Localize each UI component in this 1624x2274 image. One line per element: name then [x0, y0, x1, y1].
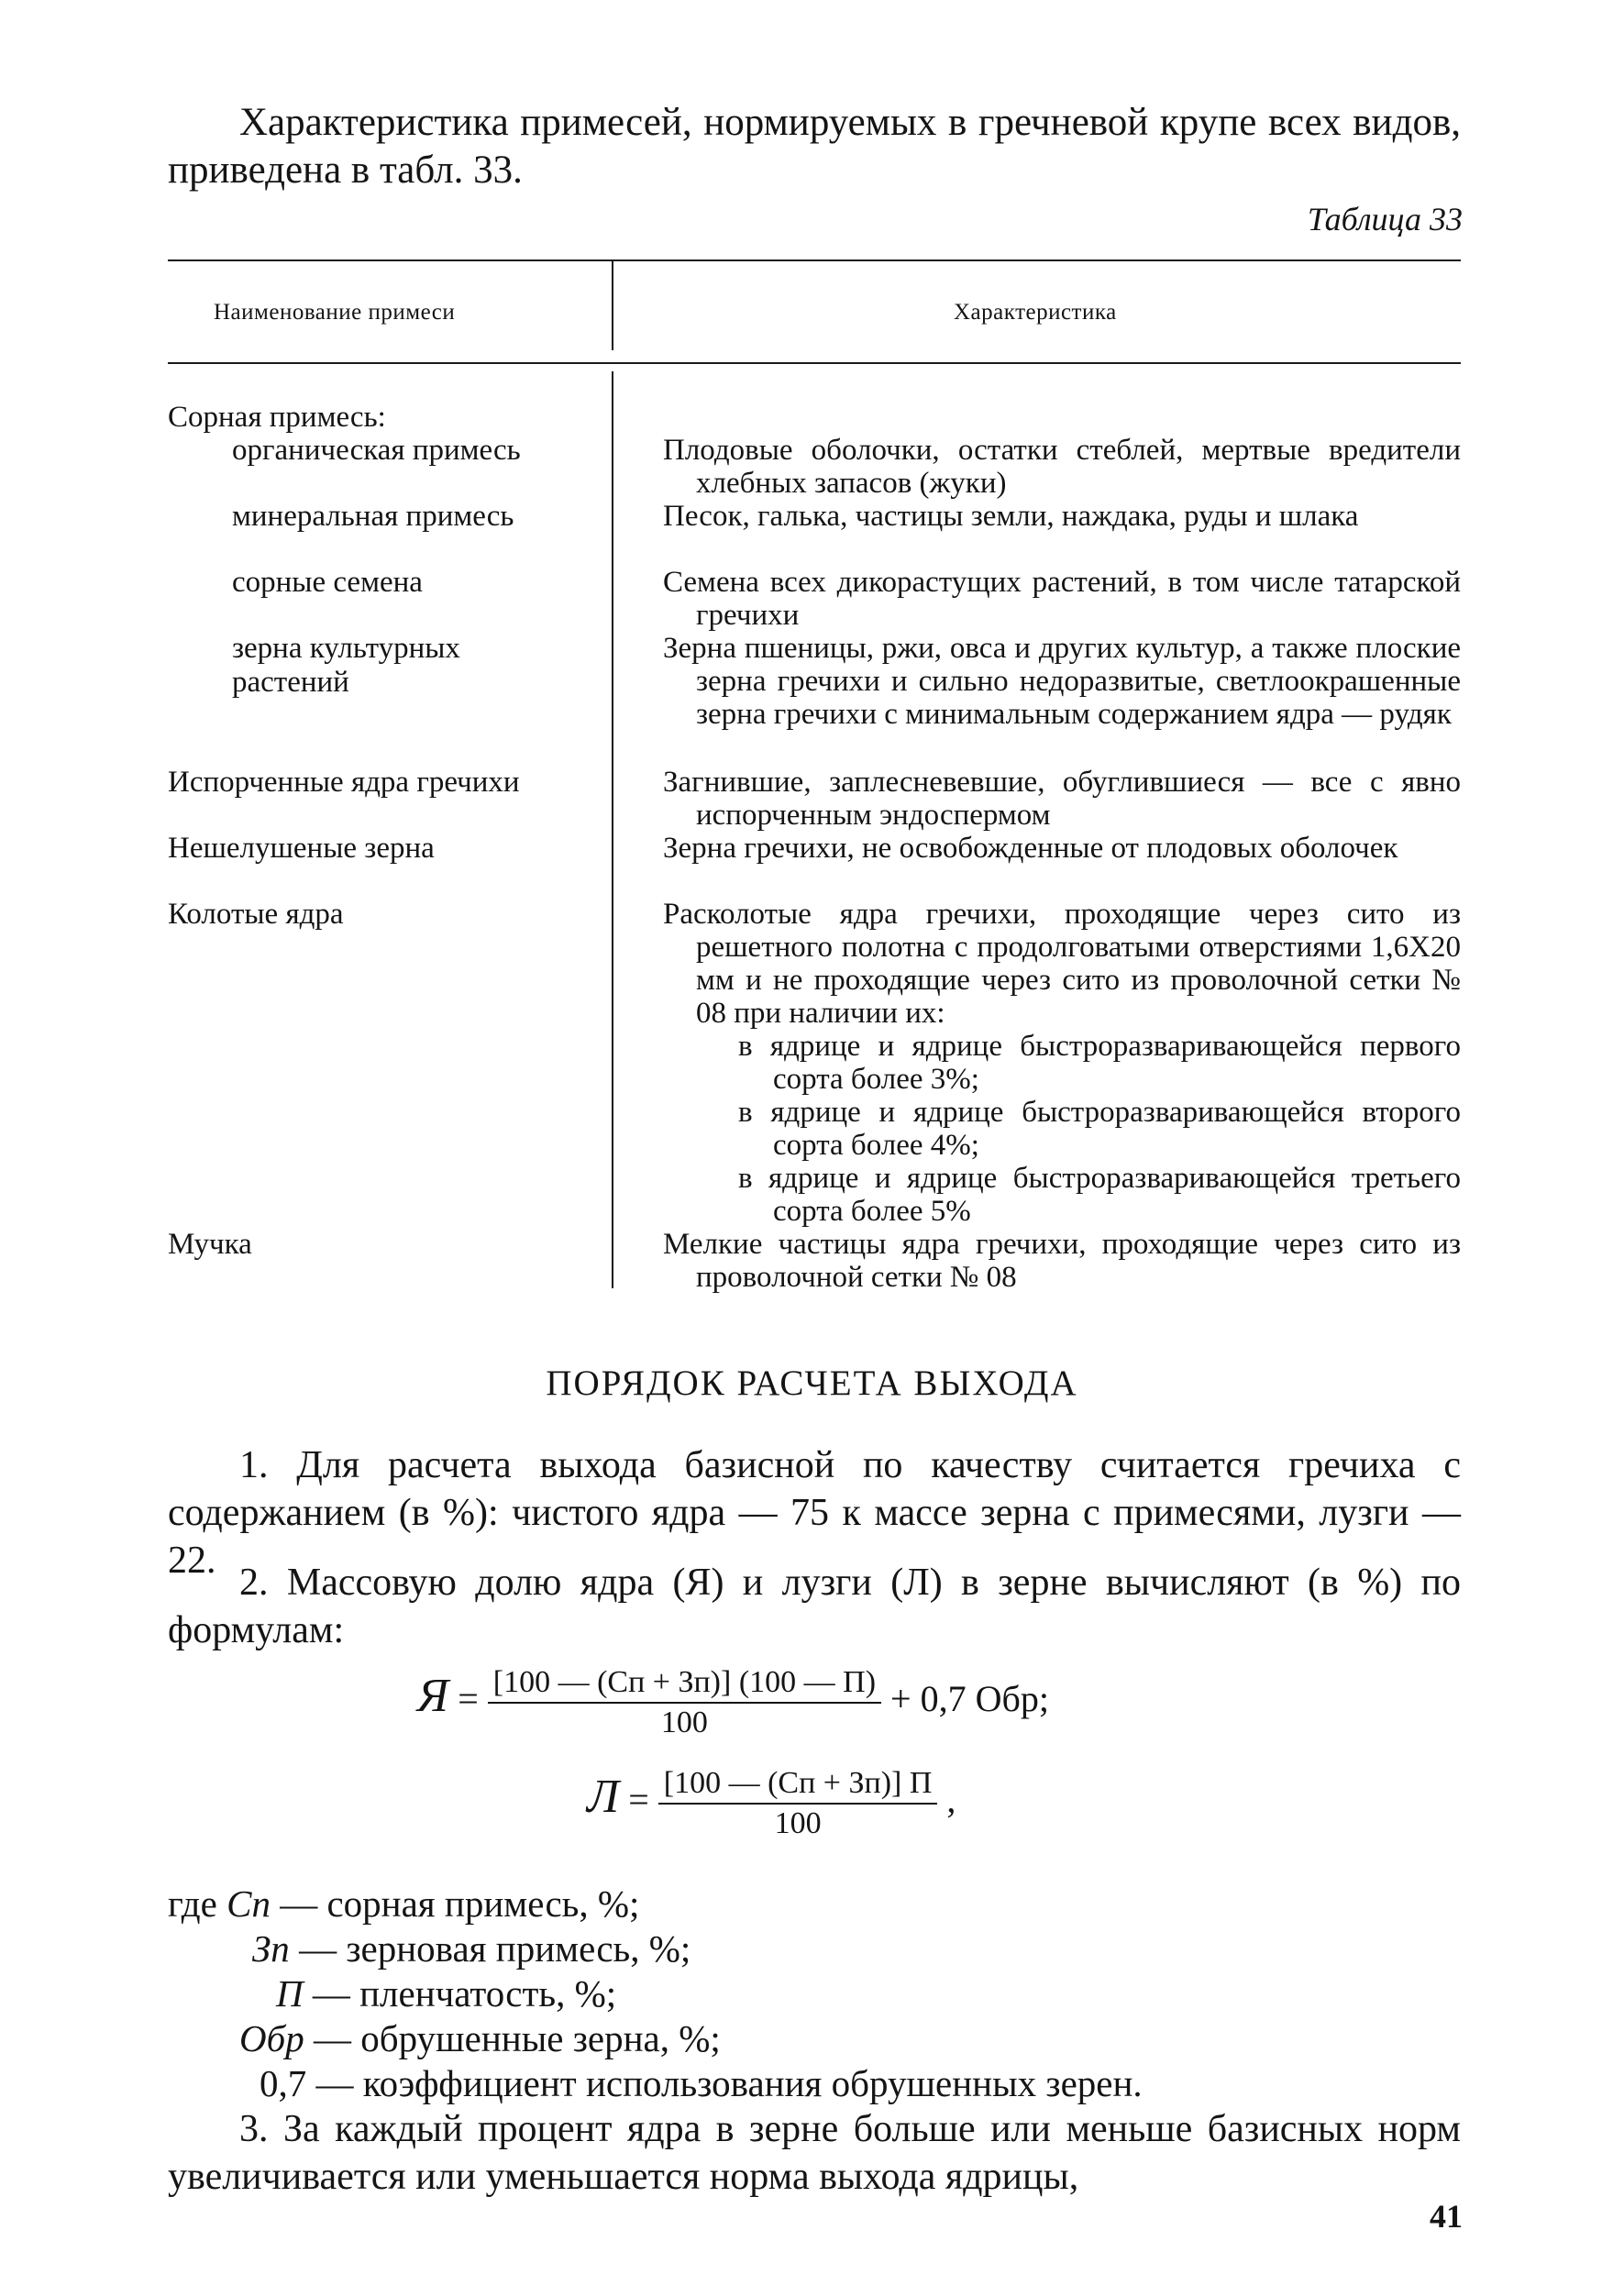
- row-text: Расколотые ядра гречихи, проходящие через сито из решетного полотна с продолговатыми отверстиями 1,6X20 мм и не проходящие через сито из проволочной сетки № 08 при наличии их:: [663, 898, 1461, 1030]
- formula-tail: ,: [946, 1779, 956, 1821]
- def-text: — коэффициент использования обрушенных зерен.: [315, 2062, 1143, 2104]
- fraction: [488, 1665, 881, 1740]
- table-column-divider: [612, 371, 613, 1288]
- section-title: ПОРЯДОК РАСЧЕТА ВЫХОДА: [546, 1363, 1078, 1403]
- def-text: — пленчатость, %;: [312, 1972, 617, 2015]
- paragraph-3: 3. За каждый процент ядра в зерне больше или меньше базисных норм увеличивается или уменьшается норма выхода ядрицы,: [168, 2108, 1461, 2198]
- row-text: Зерна пшеницы, ржи, овса и других культур, а также плоские зерна гречихи и сильно недоразвитые, светлоокрашенные зерна гречихи с минимальным содержанием ядра — рудяк: [663, 632, 1461, 731]
- def-symbol: Cп: [226, 1882, 271, 1925]
- fraction-denominator: 100: [660, 1706, 708, 1739]
- formula-kernel: Я = $\frac{[100 — (Cп + Зп)] (100 — П)}{100}$ + 0,7 Обр;: [417, 1665, 1049, 1739]
- row-text: Плодовые оболочки, остатки стеблей, мертвые вредители хлебных запасов (жуки): [663, 434, 1461, 500]
- paragraph-2: 2. Массовую долю ядра (Я) и лузги (Л) в зерне вычисляют (в %) по формулам:: [168, 1562, 1461, 1651]
- row-name: зерна культурных растений: [232, 632, 460, 699]
- paragraph-1: 1. Для расчета выхода базисной по качеству считается гречиха с содержанием (в %): чистого ядра — 75 к массе зерна с примесями, лузги — 22.: [168, 1444, 1461, 1582]
- row-name: минеральная примесь: [232, 500, 514, 533]
- row-name: органическая примесь: [232, 434, 521, 467]
- kolotye-item: в ядрице и ядрице быстроразваривающейся первого сорта более 3%;: [738, 1030, 1461, 1096]
- page-number: 41: [1430, 2198, 1463, 2235]
- definitions-list: [168, 1882, 1143, 2106]
- kolotye-item: в ядрице и ядрице быстроразваривающейся второго сорта более 4%;: [738, 1096, 1461, 1162]
- def-symbol: Зп: [252, 1927, 290, 1970]
- fraction-denominator: 100: [774, 1806, 822, 1840]
- row-text: Зерна гречихи, не освобожденные от плодовых оболочек: [663, 832, 1398, 865]
- definition-row: [168, 1971, 1143, 2016]
- formula-lhs: Л: [587, 1771, 620, 1824]
- intro-paragraph: Характеристика примесей, нормируемых в гречневой крупе всех видов, приведена в табл. 33.: [168, 101, 1461, 192]
- formula-lhs: Я: [417, 1670, 449, 1723]
- def-text: — зерновая примесь, %;: [299, 1927, 691, 1970]
- header-name: Наименование примеси: [214, 300, 456, 325]
- definition-row: [168, 1926, 1143, 1971]
- row-text: Песок, галька, частицы земли, наждака, руды и шлака: [663, 500, 1359, 533]
- table-header-divider: [612, 261, 613, 350]
- definition-row: [168, 2016, 1143, 2061]
- row-name: Испорченные ядра гречихи: [168, 766, 520, 799]
- def-symbol: Обр: [239, 2017, 304, 2059]
- table-top-rule: [168, 259, 1461, 261]
- formula-husk: Л = $\frac{[100 — (Cп + Зп)] П}{100}$ ,: [587, 1766, 956, 1840]
- header-characteristic: Характеристика: [954, 300, 1117, 325]
- definition-row: [168, 2061, 1143, 2106]
- formula-tail: + 0,7 Обр;: [890, 1678, 1049, 1720]
- table-header-rule: [168, 362, 1461, 364]
- group-title: Сорная примесь:: [168, 401, 386, 434]
- def-text: — обрушенные зерна, %;: [313, 2017, 721, 2059]
- fraction-numerator: [100 — (Cп + Зп)] (100 — П): [488, 1665, 881, 1704]
- row-name: сорные семена: [232, 566, 423, 599]
- row-name: Нешелушеные зерна: [168, 832, 435, 865]
- def-symbol: П: [276, 1972, 304, 2015]
- row-text: Мелкие частицы ядра гречихи, проходящие через сито из проволочной сетки № 08: [663, 1228, 1461, 1294]
- def-text: — сорная примесь, %;: [280, 1882, 640, 1925]
- kolotye-item: в ядрице и ядрице быстроразваривающейся третьего сорта более 5%: [738, 1162, 1461, 1228]
- row-name: Колотые ядра: [168, 898, 344, 931]
- table-caption: Таблица 33: [1307, 201, 1463, 237]
- definition-row: где Cп — сорная примесь, %;: [168, 1882, 640, 1925]
- def-symbol: 0,7: [260, 2062, 307, 2104]
- row-name: Мучка: [168, 1228, 252, 1261]
- row-text: Загнившие, заплесневевшие, обуглившиеся — все с явно испорченным эндоспермом: [663, 766, 1461, 832]
- fraction-numerator: [100 — (Cп + Зп)] П: [658, 1766, 938, 1805]
- fraction: [658, 1766, 938, 1841]
- row-text: Семена всех дикорастущих растений, в том числе татарской гречихи: [663, 566, 1461, 632]
